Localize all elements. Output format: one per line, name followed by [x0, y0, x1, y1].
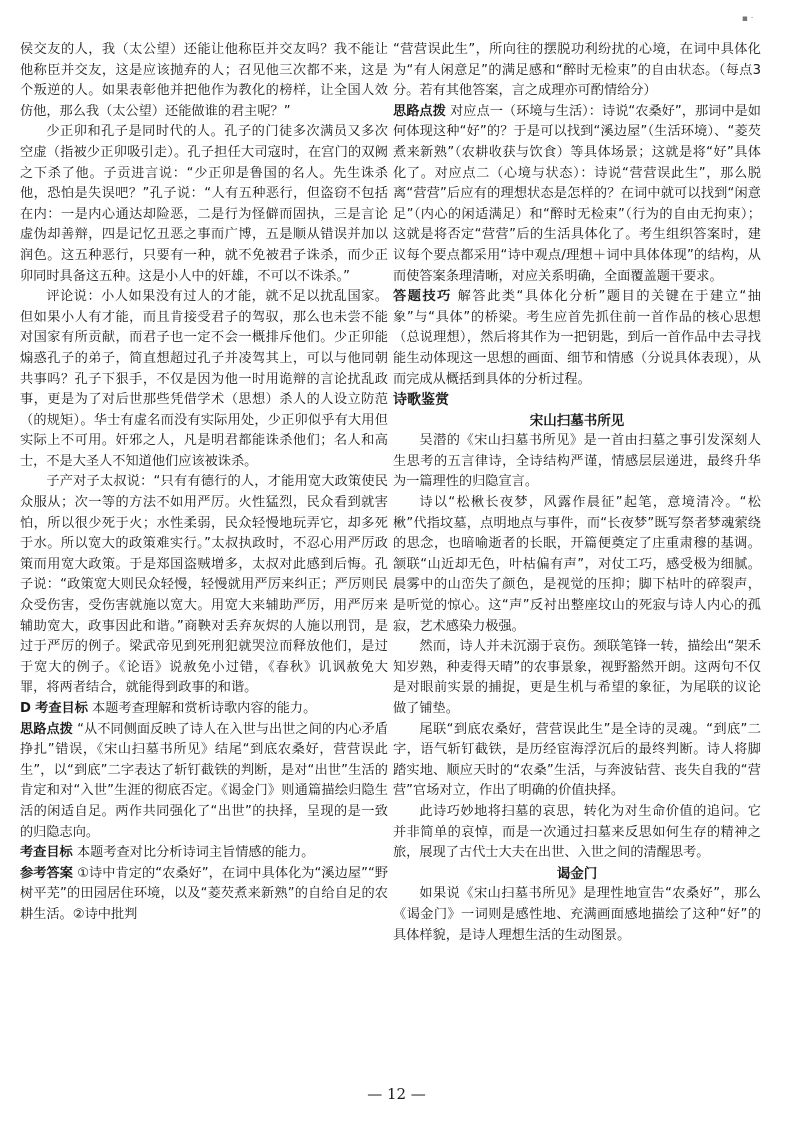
paragraph: 诗以“松楸长夜梦，风露作晨征”起笔，意境清冷。“松楸”代指坟墓，点明地点与事件，而“长夜梦”既写祭者梦魂萦绕的思念，也暗喻逝者的长眠，开篇便奠定了庄重肃穆的基调。颔联“山近却无色，叶枯偏有声”，对仗工巧，感受极为细腻。晨雾中的山峦失了颜色，是视觉的压抑；脚下枯叶的碎裂声，是听觉的惊心。这“声”反衬出整座坟山的死寂与诗人内心的孤寂，艺术感染力极强。: [393, 495, 761, 634]
section-heading: 诗歌鉴赏: [393, 392, 449, 409]
poem-title: 宋山扫墓书所见: [529, 412, 625, 429]
option-letter: D: [20, 701, 31, 716]
answer-continuation: “营营误此生”，所向往的摆脱功利纷扰的心境，在词中具体化为“有人闲意足”的满足感和“醉时无检束”的自由状态。（每点3分。若有其他答案，言之成理亦可酌情给分）: [393, 42, 761, 99]
paragraph: 侯交友的人，我（太公望）还能让他称臣并交友吗？我不能让他称臣并交友，这是应该抛弃的人；召见他三次都不来，这是个叛逆的人。如果表彰他并把他作为教化的榜样，让全国人效仿他，那么我（太公望）还能做谁的君主呢？”: [20, 42, 388, 119]
right-column: [393, 40, 761, 1090]
paragraph: 少正卯和孔子是同时代的人。孔子的门徒多次满员又多次空虚（指被少正卯吸引走）。孔子担任大司寇时，在宫门的双阙之下杀了他。子贡进言说：“少正卯是鲁国的名人。先生诛杀他，恐怕是失误吧？”孔子说：“人有五种恶行，但盗窃不包括在内：一是内心通达却险恶，二是行为怪僻而固执，三是言论虚伪却善辩，四是记忆丑恶之事而广博，五是顺从错误并加以润色。这五种恶行，只要有一种，就不免被君子诛杀，而少正卯同时具备这五种。这是小人中的奸雄，不可以不诛杀。”: [20, 124, 388, 284]
paragraph: 子产对子太叔说：“只有有德行的人，才能用宽大政策使民众服从；次一等的方法不如用严厉。火性猛烈，民众看到就害怕，所以很少死于火；水性柔弱，民众轻慢地玩弄它，却多死于水。所以宽大的政策难实行。”太叔执政时，不忍心用严厉政策而用宽大政策。于是郑国盗贼增多，太叔对此感到后悔。孔子说：“政策宽大则民众轻慢，轻慢就用严厉来纠正；严厉则民众受伤害，受伤害就施以宽大。用宽大来辅助严厉，用严厉来辅助宽大，政事因此和谐。”商鞅对丢弃灰烬的人施以刑罚，是过于严厉的例子。梁武帝见到死刑犯就哭泣而释放他们，是过于宽大的例子。《论语》说赦免小过错，《春秋》讥讽赦免大罪，将两者结合，就能得到政事的和谐。: [20, 474, 388, 696]
text-kaocha: 本题考查理解和赏析诗歌内容的能力。: [92, 701, 317, 716]
paragraph: 如果说《宋山扫墓书所见》是理性地宣告“农桑好”，那么《谒金门》一词则是感性地、充满画面感地描绘了这种“好”的具体样貌，是诗人理想生活的生动图景。: [393, 886, 761, 943]
text-jiqiao: 解答此类“具体化分析”题目的关键在于建立“抽象”与“具体”的桥梁。考生应首先抓住前一首作品的核心思想（总说理想），然后将其作为一把钥匙，到后一首作品中去寻找能生动体现这一思想的画面、细节和情感（分说具体表现），从而完成从概括到具体的分析过程。: [393, 289, 761, 387]
text-kaocha: 本题考查对比分析诗词主旨情感的能力。: [76, 845, 315, 861]
label-kaocha: 考查目标: [35, 701, 88, 716]
poem-title: 谒金门: [556, 865, 598, 882]
paragraph: 此诗巧妙地将扫墓的哀思，转化为对生命价值的追问。它并非简单的哀悼，而是一次通过扫墓来反思如何生存的精神之旅，展现了古代士大夫在出世、入世之间的清醒思考。: [393, 803, 761, 861]
paragraph: 然而，诗人并未沉溺于哀伤。颈联笔锋一转，描绘出“架禾知岁熟，种麦得天晴”的农事景象，视野豁然开朗。这两句不仅是对眼前实景的捕捉，更是生机与希望的象征，为尾联的议论做了铺垫。: [393, 639, 761, 716]
text-silu: 对应点一（环境与生活）：诗说“农桑好”，那词中是如何体现这种“好”的？于是可以找到“溪边屋”（生活环境）、“菱芡煮来新熟”（农耕收获与饮食）等具体场景；这就是将“好”具体化了。对应点二（心境与状态）：诗说“营营误此生”，那么脱离“营营”后应有的理想状态是怎样的？在词中就可以找到“闲意足”（内心的闲适满足）和“醉时无检束”（行为的自由无拘束）；这就是将否定“营营”后的生活具体化了。考生组织答案时，建议每个要点都采用“诗中观点/理想＋词中具体体现”的结构，从而使答案条理清晰，对应关系明确，全面覆盖题干要求。: [393, 103, 761, 284]
q2-target: [20, 843, 388, 864]
label-kaocha: 考查目标: [20, 845, 73, 861]
paragraph: 尾联“到底农桑好，营营误此生”是全诗的灵魂。“到底”二字，语气斩钉截铁，是历经宦海浮沉后的最终判断。诗人将脚踏实地、顺应天时的“农桑”生活，与奔波钻营、丧失自我的“营营”官场对立，作出了明确的价值抉择。: [393, 721, 761, 799]
scan-mark-icon: ▪ ᐧ: [741, 14, 753, 24]
q2-answer: [20, 864, 388, 926]
page-number: — 12 —: [367, 1085, 426, 1103]
text-silu: “从不同侧面反映了诗人在入世与出世之间的内心矛盾挣扎”错误，《宋山扫墓书所见》结尾“到底农桑好，营营误此生”，以“到底”二字表达了斩钉截铁的判断，是对“出世”生活的肯定和对“入世”生涯的彻底否定。《谒金门》则通篇描绘归隐生活的闲适自足。两作共同强化了“出世”的抉择，呈现的是一致的归隐志向。: [20, 721, 388, 840]
text-answer: ①诗中肯定的“农桑好”，在词中具体化为“溪边屋”“野树平芜”的田园居住环境，以及“菱芡煮来新熟”的自给自足的农耕生活。②诗中批判: [20, 865, 388, 922]
paragraph: 吴潜的《宋山扫墓书所见》是一首由扫墓之事引发深刻人生思考的五言律诗，全诗结构严谨，情感层层递进，最终升华为一篇理性的归隐宣言。: [393, 433, 761, 490]
label-silu: 思路点拨: [20, 721, 73, 737]
jiqiao-paragraph: [393, 287, 761, 390]
answer-d-silu: [20, 720, 388, 844]
answer-d-target: [20, 699, 388, 720]
label-answer: 参考答案: [20, 865, 73, 881]
left-column: [20, 40, 388, 1090]
paragraph: 评论说：小人如果没有过人的才能，就不足以扰乱国家。但如果小人有才能，而且肯接受君子的驾驭，那么也未尝不能对国家有所贡献，而君子也一定不会一概排斥他们。少正卯能煽惑孔子的弟子，简直想超过孔子并凌驾其上，可以与他同朝共事吗？孔子下狠手，不仅是因为他一时用诡辩的言论扰乱政事，更是为了对后世那些凭借学术（思想）杀人的人设立防范（的规矩）。华士有虚名而没有实际用处，少正卯似乎有大用但实际上不可用。奸邪之人，凡是明君都能诛杀他们；名人和高士，不是大圣人不知道他们应该被诛杀。: [20, 289, 388, 469]
silu-paragraph: [393, 102, 761, 287]
label-silu: 思路点拨: [393, 103, 446, 119]
label-jiqiao: 答题技巧: [393, 289, 452, 305]
